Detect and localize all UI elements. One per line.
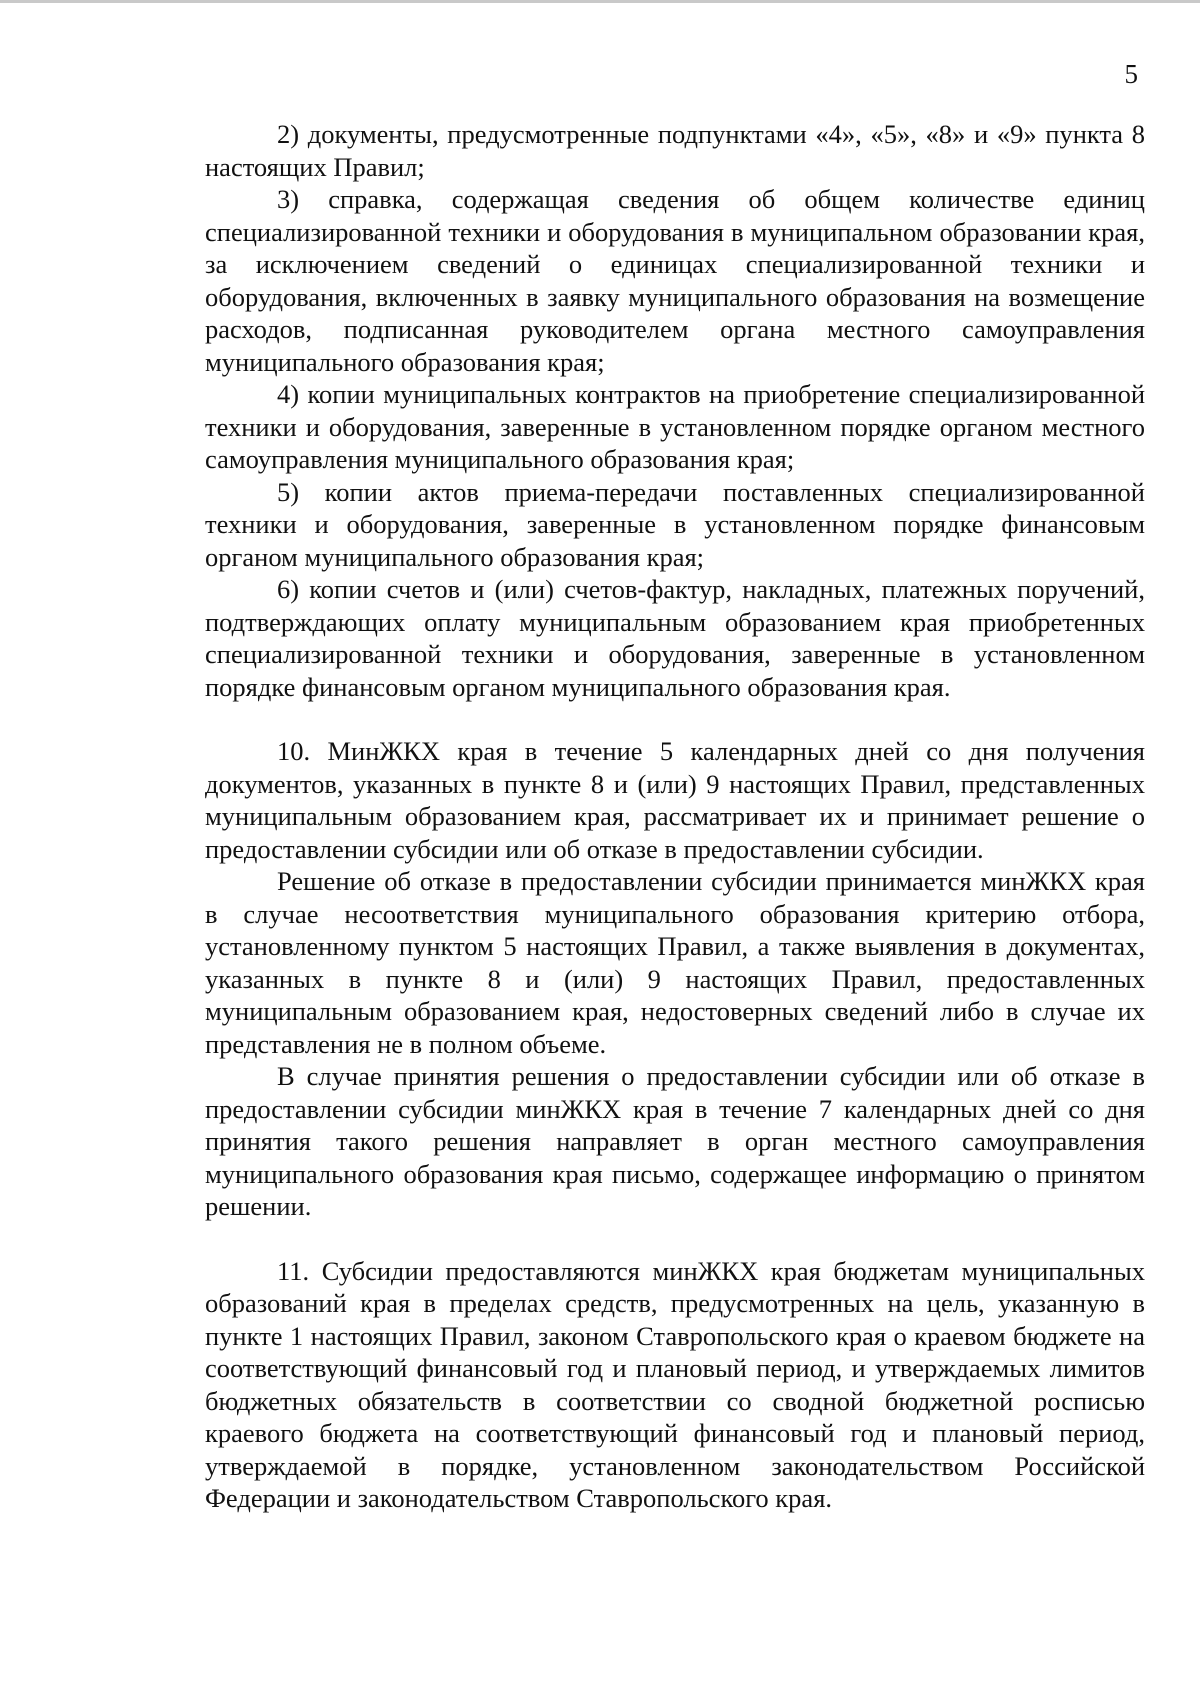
paragraph-item-3: 3) справка, содержащая сведения об общем количестве единиц специализированной техники и оборудования в муниципальном образовании края, за исключением сведений о единицах специализированной техники и оборудования, включенных в заявку муниципального образования на возмещение расходов, подписанная руководителем органа местного самоуправления муниципального образования края; [205,184,1145,377]
document-body [205,118,1145,1515]
paragraph-section-10: 10. МинЖКХ края в течение 5 календарных дней со дня получения документов, указанных в пункте 8 и (или) 9 настоящих Правил, представленных муниципальным образованием края, рассматривает их и принимает решение о предоставлении субсидии или об отказе в предоставлении субсидии. [205,736,1145,864]
paragraph-section-11: 11. Субсидии предоставляются минЖКХ края бюджетам муниципальных образований края в пределах средств, предусмотренных на цель, указанную в пункте 1 настоящих Правил, законом Ставропольского края о краевом бюджете на соответствующий финансовый год и плановый период, и утверждаемых лимитов бюджетных обязательств в соответствии со сводной бюджетной росписью краевого бюджета на соответствующий финансовый год и плановый период, утверждаемой в порядке, установленном законодательством Российской Федерации и законодательством Ставропольского края. [205,1255,1145,1513]
paragraph-decision-notice: В случае принятия решения о предоставлении субсидии или об отказе в предоставлении субсидии минЖКХ края в течение 7 календарных дней со дня принятия такого решения направляет в орган местного самоуправления муниципального образования края письмо, содержащее информацию о принятом решении. [205,1061,1145,1221]
paragraph-item-6: 6) копии счетов и (или) счетов-фактур, накладных, платежных поручений, подтверждающих оплату муниципальным образованием края приобретенных специализированной техники и оборудования, заверенные в установленном порядке финансовым органом муниципального образования края. [205,574,1145,702]
paragraph-item-5: 5) копии актов приема-передачи поставленных специализированной техники и оборудования, заверенные в установленном порядке финансовым органом муниципального образования края; [205,476,1145,572]
paragraph-item-4: 4) копии муниципальных контрактов на приобретение специализированной техники и оборудования, заверенные в установленном порядке органом местного самоуправления муниципального образования края; [205,379,1145,474]
paragraph-item-2: 2) документы, предусмотренные подпунктами «4», «5», «8» и «9» пункта 8 настоящих Правил; [205,119,1145,182]
page-number: 5 [1124,59,1138,89]
paragraph-refusal-decision: Решение об отказе в предоставлении субсидии принимается минЖКХ края в случае несоответствия муниципального образования критерию отбора, установленному пунктом 5 настоящих Правил, а также выявления в документах, указанных в пункте 8 и (или) 9 настоящих Правил, предоставленных муниципальным образованием края, недостоверных сведений либо в случае их представления не в полном объеме. [205,866,1145,1059]
top-edge-rule [0,0,1200,3]
